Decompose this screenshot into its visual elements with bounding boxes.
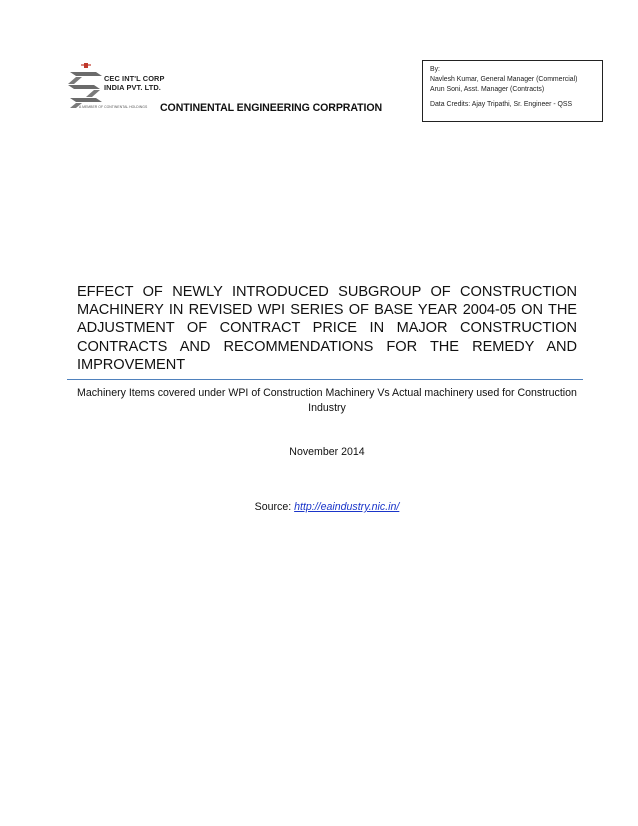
company-name: CONTINENTAL ENGINEERING CORPRATION bbox=[160, 102, 383, 114]
document-subtitle: Machinery Items covered under WPI of Construction Machinery Vs Actual machinery used for Construction Industry bbox=[77, 387, 577, 414]
credits-author-2: Arun Soni, Asst. Manager (Contracts) bbox=[430, 86, 545, 93]
credits-by-label: By: bbox=[430, 66, 440, 73]
cec-logo-icon bbox=[66, 62, 104, 110]
credits-data-credits: Data Credits: Ajay Tripathi, Sr. Engineer - QSS bbox=[430, 101, 573, 108]
document-title: EFFECT OF NEWLY INTRODUCED SUBGROUP OF CONSTRUCTION MACHINERY IN REVISED WPI SERIES OF BASE YEAR 2004-05 ON THE ADJUSTMENT OF CONTRACT PRICE IN MAJOR CONSTRUCTION CONTRACTS AND RECOMMENDATIONS FOR THE REMEDY AND IMPROVEMENT bbox=[77, 284, 577, 373]
logo-tagline: A MEMBER OF CONTINENTAL HOLDINGS bbox=[79, 105, 148, 109]
credits-author-1: Navlesh Kumar, General Manager (Commercial) bbox=[430, 76, 578, 83]
title-divider bbox=[67, 379, 583, 380]
credits-box bbox=[422, 60, 603, 122]
source-label: Source: bbox=[254, 501, 292, 513]
source-link[interactable]: http://eaindustry.nic.in/ bbox=[294, 501, 400, 513]
logo-line-2: INDIA PVT. LTD. bbox=[104, 82, 161, 92]
logo-line-1: CEC INT'L CORP bbox=[104, 74, 165, 83]
logo-wordmark bbox=[104, 75, 165, 92]
source-line bbox=[77, 500, 577, 514]
document-date: November 2014 bbox=[289, 446, 365, 458]
